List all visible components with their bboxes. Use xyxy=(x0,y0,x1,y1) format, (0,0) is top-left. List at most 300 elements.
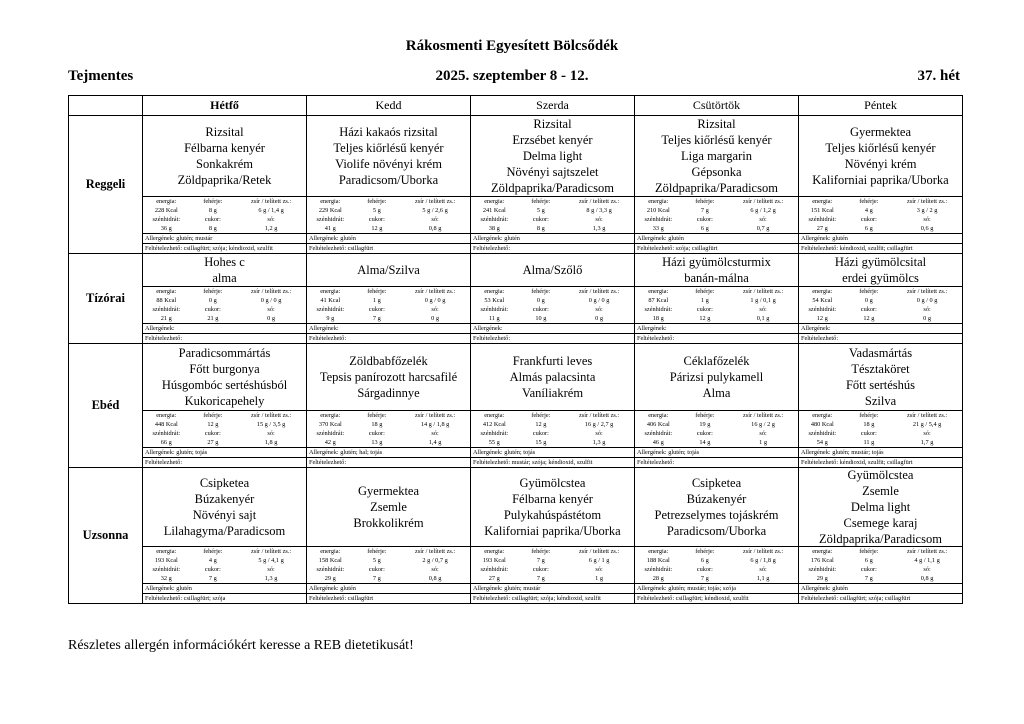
protein-value: 19 g xyxy=(699,421,711,428)
sugar-value: 7 g xyxy=(864,575,873,582)
protein-label: fehérje: xyxy=(367,288,387,295)
allergens-value: glutén xyxy=(832,585,848,592)
dish-item: Delma light xyxy=(850,500,911,514)
sugar-value: 13 g xyxy=(371,439,383,446)
protein-label: fehérje: xyxy=(203,548,223,555)
dish-item: Paradicsommártás xyxy=(178,346,271,360)
protein-label: fehérje: xyxy=(695,198,715,205)
protein-label: fehérje: xyxy=(859,198,879,205)
dish-list xyxy=(307,254,470,286)
carb-value: 54 g xyxy=(816,439,828,446)
sugar-value: 7 g xyxy=(208,575,217,582)
dish-item: Petrezselymes tojáskrém xyxy=(654,508,779,522)
fat-value: 0 g / 0 g xyxy=(424,297,446,304)
diet-type: Tejmentes xyxy=(68,68,134,84)
salt-value: 1,3 g xyxy=(264,575,278,582)
allergens-label: Allergének: xyxy=(309,449,339,456)
may-contain-label: Feltételezhető: xyxy=(145,459,183,466)
fat-value: 16 g / 2 g xyxy=(751,421,775,428)
carb-value: 46 g xyxy=(652,439,664,446)
fat-label: zsír / telített zs.: xyxy=(414,548,456,555)
sugar-label: cukor: xyxy=(532,216,549,223)
fat-label: zsír / telített zs.: xyxy=(906,548,948,555)
may-contain-label: Feltételezhető: xyxy=(637,459,675,466)
allergens-line xyxy=(635,323,798,333)
energy-value: 88 Kcal xyxy=(156,297,177,304)
salt-label: só: xyxy=(431,430,439,437)
fat-value: 6 g / 1,2 g xyxy=(750,207,776,214)
dish-item: Gyümölcstea xyxy=(847,468,914,482)
dish-list xyxy=(307,468,470,546)
carb-value: 33 g xyxy=(652,225,664,232)
dish-item: Sárgadinnye xyxy=(357,386,420,400)
energy-label: energia: xyxy=(812,288,833,295)
fat-value: 6 g / 1,4 g xyxy=(258,207,284,214)
protein-label: fehérje: xyxy=(367,548,387,555)
protein-value: 5 g xyxy=(372,207,381,214)
protein-value: 5 g xyxy=(536,207,545,214)
fat-value: 14 g / 1,8 g xyxy=(420,421,450,428)
may-contain-value: csillagfürt xyxy=(347,595,374,602)
dish-item: Zsemle xyxy=(862,484,899,498)
dish-item: Teljes kiőrlésű kenyér xyxy=(661,133,772,147)
salt-value: 0,7 g xyxy=(756,225,770,232)
may-contain-value: csillagfürt; szója; kéndioxid, szulfit xyxy=(511,595,601,602)
nutrition-grid xyxy=(307,196,470,233)
protein-label: fehérje: xyxy=(203,288,223,295)
menu-cell xyxy=(471,468,635,604)
protein-label: fehérje: xyxy=(531,198,551,205)
allergens-label: Allergének: xyxy=(145,325,175,332)
dish-item: Liga margarin xyxy=(681,149,752,163)
sugar-value: 12 g xyxy=(371,225,383,232)
allergens-line xyxy=(471,233,634,243)
dish-list xyxy=(799,116,962,196)
may-contain-line xyxy=(471,593,634,603)
nutrition-grid xyxy=(143,196,306,233)
dish-item: Delma light xyxy=(522,149,583,163)
carb-label: szénhidrát: xyxy=(316,566,345,573)
salt-value: 0,8 g xyxy=(428,225,442,232)
sugar-label: cukor: xyxy=(532,566,549,573)
salt-label: só: xyxy=(267,566,275,573)
fat-label: zsír / telített zs.: xyxy=(414,412,456,419)
dish-list xyxy=(635,468,798,546)
energy-value: 480 Kcal xyxy=(810,421,834,428)
meal-name: Reggeli xyxy=(69,116,143,254)
protein-label: fehérje: xyxy=(203,198,223,205)
protein-label: fehérje: xyxy=(367,198,387,205)
energy-label: energia: xyxy=(156,548,177,555)
may-contain-label: Feltételezhető: xyxy=(473,335,511,342)
carb-value: 29 g xyxy=(816,575,828,582)
salt-value: 0,8 g xyxy=(920,575,934,582)
dish-item: Gépsonka xyxy=(691,165,742,179)
dish-item: Brokkolikrém xyxy=(353,516,424,530)
may-contain-label: Feltételezhető: xyxy=(637,245,675,252)
dish-list xyxy=(471,116,634,196)
salt-value: 0 g xyxy=(923,315,931,322)
dish-list xyxy=(635,344,798,410)
energy-label: energia: xyxy=(320,288,341,295)
sugar-label: cukor: xyxy=(696,566,713,573)
energy-value: 210 Kcal xyxy=(646,207,670,214)
energy-label: energia: xyxy=(156,412,177,419)
salt-label: só: xyxy=(431,306,439,313)
fat-label: zsír / telített zs.: xyxy=(578,548,620,555)
dish-item: Növényi sajtszelet xyxy=(506,165,599,179)
menu-cell xyxy=(799,116,963,254)
meal-row xyxy=(69,116,963,254)
nutrition-grid xyxy=(635,196,798,233)
sugar-label: cukor: xyxy=(204,566,221,573)
meal-row xyxy=(69,468,963,604)
dish-item: Félbarna kenyér xyxy=(184,141,265,155)
fat-label: zsír / telített zs.: xyxy=(578,412,620,419)
fat-value: 0 g / 0 g xyxy=(260,297,282,304)
salt-label: só: xyxy=(759,306,767,313)
energy-value: 370 Kcal xyxy=(318,421,342,428)
energy-label: energia: xyxy=(812,412,833,419)
nutrition-grid xyxy=(799,410,962,447)
dish-item: Teljes kiőrlésű kenyér xyxy=(825,141,936,155)
salt-value: 0,1 g xyxy=(756,315,770,322)
protein-label: fehérje: xyxy=(367,412,387,419)
menu-cell xyxy=(799,344,963,468)
dish-item: Házi gyümölcsturmix xyxy=(662,255,771,269)
protein-label: fehérje: xyxy=(859,548,879,555)
fat-value: 3 g / 2 g xyxy=(916,207,938,214)
menu-cell xyxy=(635,116,799,254)
protein-value: 18 g xyxy=(371,421,383,428)
dish-list xyxy=(143,254,306,286)
fat-label: zsír / telített zs.: xyxy=(250,288,292,295)
fat-value: 8 g / 3,3 g xyxy=(586,207,612,214)
protein-value: 7 g xyxy=(700,207,709,214)
allergens-line xyxy=(307,447,470,457)
protein-value: 5 g xyxy=(372,557,381,564)
nutrition-grid xyxy=(635,410,798,447)
nutrition-grid xyxy=(635,286,798,323)
dish-item: Frankfurti leves xyxy=(512,354,593,368)
fat-label: zsír / telített zs.: xyxy=(250,412,292,419)
dish-item: Violife növényi krém xyxy=(335,157,442,171)
may-contain-label: Feltételezhető: xyxy=(145,335,183,342)
menu-body xyxy=(69,116,963,604)
may-contain-line xyxy=(635,243,798,253)
dish-list xyxy=(799,254,962,286)
protein-value: 8 g xyxy=(208,207,217,214)
allergens-label: Allergének: xyxy=(473,449,503,456)
allergens-label: Allergének: xyxy=(801,325,831,332)
sugar-label: cukor: xyxy=(204,430,221,437)
dish-item: Búzakenyér xyxy=(194,492,255,506)
sugar-label: cukor: xyxy=(368,306,385,313)
menu-cell xyxy=(799,468,963,604)
sugar-value: 14 g xyxy=(699,439,711,446)
dish-item: Gyermektea xyxy=(849,125,912,139)
energy-value: 406 Kcal xyxy=(646,421,670,428)
dish-item: Paradicsom/Uborka xyxy=(338,173,439,187)
sugar-value: 27 g xyxy=(207,439,219,446)
protein-label: fehérje: xyxy=(203,412,223,419)
allergens-label: Allergének: xyxy=(637,325,667,332)
protein-value: 4 g xyxy=(208,557,217,564)
may-contain-label: Feltételezhető: xyxy=(801,459,839,466)
nutrition-grid xyxy=(307,410,470,447)
dish-item: Zöldbabfőzelék xyxy=(349,354,428,368)
dish-item: Vadasmártás xyxy=(848,346,913,360)
dish-item: Félbarna kenyér xyxy=(512,492,593,506)
dish-list xyxy=(471,344,634,410)
allergens-line xyxy=(143,447,306,457)
energy-value: 229 Kcal xyxy=(318,207,342,214)
may-contain-label: Feltételezhető: xyxy=(309,335,347,342)
allergens-line xyxy=(471,323,634,333)
may-contain-line xyxy=(799,593,962,603)
dish-item: Vaníliakrém xyxy=(521,386,584,400)
nutrition-grid xyxy=(471,196,634,233)
menu-cell xyxy=(471,116,635,254)
sugar-value: 21 g xyxy=(207,315,219,322)
carb-value: 18 g xyxy=(652,315,664,322)
salt-value: 0 g xyxy=(431,315,439,322)
protein-label: fehérje: xyxy=(531,288,551,295)
carb-value: 28 g xyxy=(652,575,664,582)
protein-value: 12 g xyxy=(535,421,547,428)
dish-list xyxy=(307,344,470,410)
fat-label: zsír / telített zs.: xyxy=(742,288,784,295)
dish-item: Céklafőzelék xyxy=(683,354,750,368)
may-contain-label: Feltételezhető: xyxy=(637,595,675,602)
protein-value: 0 g xyxy=(208,297,217,304)
fat-label: zsír / telített zs.: xyxy=(906,288,948,295)
protein-value: 0 g xyxy=(536,297,545,304)
allergens-label: Allergének: xyxy=(145,585,175,592)
carb-label: szénhidrát: xyxy=(152,430,181,437)
protein-value: 12 g xyxy=(207,421,219,428)
menu-cell xyxy=(635,254,799,344)
dish-item: Csipketea xyxy=(199,476,250,490)
nutrition-grid xyxy=(799,286,962,323)
dish-item: Zöldpaprika/Paradicsom xyxy=(819,532,942,546)
fat-value: 15 g / 3,5 g xyxy=(256,421,286,428)
sugar-label: cukor: xyxy=(860,566,877,573)
fat-label: zsír / telített zs.: xyxy=(578,198,620,205)
may-contain-value: kéndioxid, szulfit; csillagfürt xyxy=(839,459,913,466)
carb-label: szénhidrát: xyxy=(152,216,181,223)
salt-label: só: xyxy=(595,430,603,437)
allergens-value: glutén; tojás xyxy=(176,449,208,456)
sugar-value: 12 g xyxy=(863,315,875,322)
energy-label: energia: xyxy=(484,288,505,295)
dish-item: Búzakenyér xyxy=(686,492,747,506)
may-contain-label: Feltételezhető: xyxy=(473,595,511,602)
sugar-label: cukor: xyxy=(204,306,221,313)
may-contain-line xyxy=(143,593,306,603)
allergens-value: glutén xyxy=(340,235,356,242)
allergens-line xyxy=(799,447,962,457)
carb-value: 32 g xyxy=(160,575,172,582)
energy-label: energia: xyxy=(812,548,833,555)
allergens-line xyxy=(799,583,962,593)
sugar-label: cukor: xyxy=(696,306,713,313)
nutrition-grid xyxy=(307,546,470,583)
week-number: 37. hét xyxy=(917,68,960,84)
sugar-label: cukor: xyxy=(368,216,385,223)
dish-item: Kaliforniai paprika/Uborka xyxy=(484,524,621,538)
nutrition-grid xyxy=(143,546,306,583)
salt-value: 0,6 g xyxy=(920,225,934,232)
salt-label: só: xyxy=(923,216,931,223)
salt-label: só: xyxy=(431,566,439,573)
dish-item: Rizsital xyxy=(697,117,736,131)
allergens-value: glutén; mustár xyxy=(504,585,541,592)
allergens-label: Allergének: xyxy=(309,585,339,592)
salt-label: só: xyxy=(267,216,275,223)
protein-value: 0 g xyxy=(864,297,873,304)
dish-item: Zsemle xyxy=(370,500,407,514)
protein-value: 1 g xyxy=(372,297,381,304)
meal-name: Tízórai xyxy=(69,254,143,344)
allergens-value: glutén xyxy=(832,235,848,242)
carb-label: szénhidrát: xyxy=(808,216,837,223)
salt-value: 0 g xyxy=(595,315,603,322)
dish-item: Zöldpaprika/Paradicsom xyxy=(491,181,614,195)
may-contain-value: csillagfürt; szója; csillagfürt xyxy=(839,595,911,602)
carb-label: szénhidrát: xyxy=(644,216,673,223)
protein-value: 18 g xyxy=(863,421,875,428)
fat-label: zsír / telített zs.: xyxy=(906,412,948,419)
salt-value: 1,1 g xyxy=(756,575,770,582)
may-contain-line xyxy=(307,457,470,467)
may-contain-value: csillagfürt; szója; kéndioxid, szulfit xyxy=(183,245,273,252)
energy-label: energia: xyxy=(320,548,341,555)
carb-label: szénhidrát: xyxy=(152,566,181,573)
nutrition-grid xyxy=(143,410,306,447)
may-contain-label: Feltételezhető: xyxy=(309,459,347,466)
dish-item: Gyermektea xyxy=(357,484,420,498)
may-contain-line xyxy=(143,333,306,343)
may-contain-line xyxy=(143,457,306,467)
carb-label: szénhidrát: xyxy=(644,566,673,573)
energy-label: energia: xyxy=(648,198,669,205)
fat-value: 4 g / 1,1 g xyxy=(914,557,940,564)
nutrition-grid xyxy=(143,286,306,323)
may-contain-line xyxy=(143,243,306,253)
sugar-value: 10 g xyxy=(535,315,547,322)
carb-label: szénhidrát: xyxy=(152,306,181,313)
page-title: Rákosmenti Egyesített Bölcsődék xyxy=(405,38,619,54)
energy-value: 41 Kcal xyxy=(320,297,341,304)
energy-label: energia: xyxy=(484,412,505,419)
allergens-line xyxy=(799,323,962,333)
corner-cell xyxy=(69,96,143,116)
fat-value: 21 g / 5,4 g xyxy=(912,421,942,428)
nutrition-grid xyxy=(799,196,962,233)
dish-item: Kaliforniai paprika/Uborka xyxy=(812,173,949,187)
date-range: 2025. szeptember 8 - 12. xyxy=(435,68,589,84)
nutrition-grid xyxy=(471,546,634,583)
fat-label: zsír / telített zs.: xyxy=(742,548,784,555)
menu-cell xyxy=(143,254,307,344)
salt-value: 1,2 g xyxy=(264,225,278,232)
sugar-label: cukor: xyxy=(860,430,877,437)
carb-label: szénhidrát: xyxy=(316,306,345,313)
energy-value: 53 Kcal xyxy=(484,297,505,304)
fat-value: 0 g / 0 g xyxy=(916,297,938,304)
allergens-value: glutén; mustár; tojás xyxy=(832,449,884,456)
day-tuesday: Kedd xyxy=(307,96,471,116)
allergens-label: Allergének: xyxy=(473,585,503,592)
carb-value: 29 g xyxy=(324,575,336,582)
dish-item: Főtt burgonya xyxy=(189,362,260,376)
salt-value: 1,4 g xyxy=(428,439,442,446)
may-contain-line xyxy=(799,333,962,343)
nutrition-grid xyxy=(635,546,798,583)
may-contain-line xyxy=(307,243,470,253)
allergens-label: Allergének: xyxy=(637,449,667,456)
meal-name: Uzsonna xyxy=(69,468,143,604)
carb-label: szénhidrát: xyxy=(480,566,509,573)
dish-item: Alma xyxy=(702,386,731,400)
carb-value: 36 g xyxy=(160,225,172,232)
allergens-label: Allergének: xyxy=(145,235,175,242)
fat-value: 5 g / 4,1 g xyxy=(258,557,284,564)
fat-value: 5 g / 2,6 g xyxy=(422,207,448,214)
dish-item: Tésztaköret xyxy=(851,362,910,376)
fat-label: zsír / telített zs.: xyxy=(250,548,292,555)
allergens-label: Allergének: xyxy=(637,585,667,592)
menu-cell xyxy=(471,254,635,344)
sugar-label: cukor: xyxy=(368,430,385,437)
allergens-label: Allergének: xyxy=(473,235,503,242)
day-header-row xyxy=(69,96,963,116)
allergens-line xyxy=(307,323,470,333)
carb-label: szénhidrát: xyxy=(808,566,837,573)
carb-label: szénhidrát: xyxy=(480,216,509,223)
dish-list xyxy=(143,344,306,410)
may-contain-line xyxy=(799,243,962,253)
menu-cell xyxy=(307,254,471,344)
allergens-line xyxy=(307,583,470,593)
dish-list xyxy=(471,468,634,546)
fat-value: 16 g / 2,7 g xyxy=(584,421,614,428)
allergens-value: glutén; mustár xyxy=(176,235,213,242)
allergens-line xyxy=(635,233,798,243)
energy-value: 87 Kcal xyxy=(648,297,669,304)
carb-label: szénhidrát: xyxy=(480,430,509,437)
dish-item: banán-málna xyxy=(684,271,749,285)
menu-cell xyxy=(143,116,307,254)
dish-list xyxy=(799,344,962,410)
sugar-label: cukor: xyxy=(368,566,385,573)
salt-value: 1,8 g xyxy=(264,439,278,446)
may-contain-line xyxy=(635,593,798,603)
dish-item: Növényi sajt xyxy=(192,508,257,522)
energy-value: 448 Kcal xyxy=(154,421,178,428)
day-friday: Péntek xyxy=(799,96,963,116)
nutrition-grid xyxy=(471,286,634,323)
dish-item: Erzsébet kenyér xyxy=(512,133,593,147)
day-monday: Hétfő xyxy=(143,96,307,116)
salt-label: só: xyxy=(431,216,439,223)
allergens-value: glutén xyxy=(504,235,520,242)
dish-item: Csemege karaj xyxy=(843,516,918,530)
dish-item: Pulykahúspástétom xyxy=(503,508,602,522)
carb-value: 11 g xyxy=(488,315,500,322)
carb-label: szénhidrát: xyxy=(644,430,673,437)
